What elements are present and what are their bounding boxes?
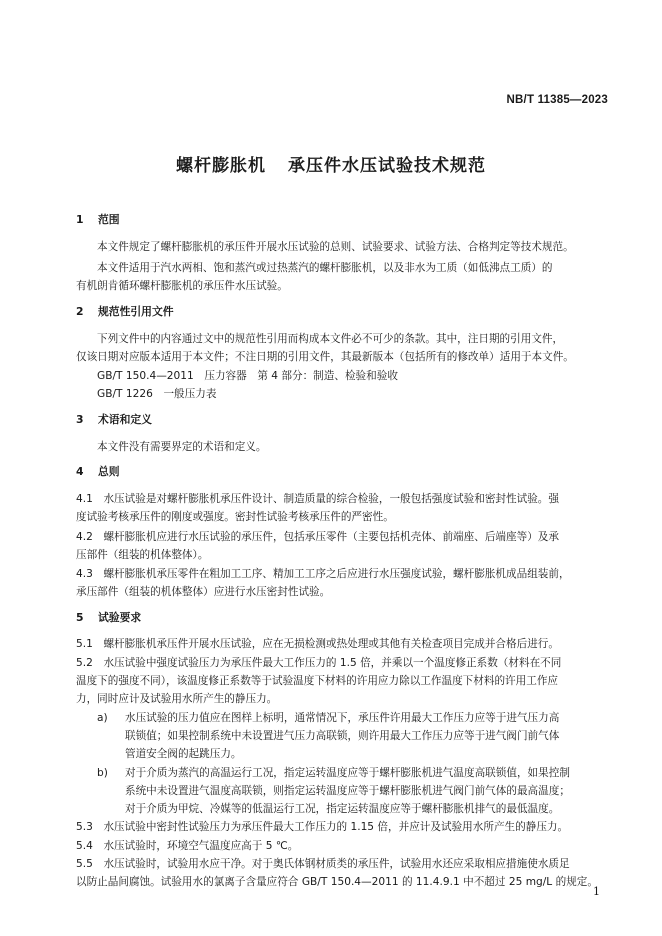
section-1-line: 本文件适用于汽水两相、饱和蒸汽或过热蒸汽的螺杆膨胀机，以及非水为工质（如低沸点工质）的 xyxy=(97,262,553,274)
list-item-b-cont: 对于介质为甲烷、冷媒等的低温运行工况，指定运转温度应等于螺杆膨胀机排气的最低温度。 xyxy=(125,803,560,815)
list-item-a-cont: 管道安全阀的起跳压力。 xyxy=(125,748,242,760)
clause-5-3: 5.3 水压试验中密封性试验压力为承压件最大工作压力的 1.15 倍，并应计及试验用水所产生的静压力。 xyxy=(76,821,569,833)
clause-5-2: 5.2 水压试验中强度试验压力为承压件最大工作压力的 1.5 倍，并乘以一个温度修正系数（材料在不同 xyxy=(76,657,562,669)
section-2-line: 下列文件中的内容通过文中的规范性引用而构成本文件必不可少的条款。其中，注日期的引用文件， xyxy=(97,333,564,345)
clause-5-5: 5.5 水压试验时，试验用水应干净。对于奥氏体钢材质类的承压件，试验用水还应采取相应措施使水质足 xyxy=(76,858,570,870)
page-number: 1 xyxy=(593,885,600,898)
section-1-line: 本文件规定了螺杆膨胀机的承压件开展水压试验的总则、试验要求、试验方法、合格判定等技术规范。 xyxy=(97,241,574,253)
section-3-line: 本文件没有需要界定的术语和定义。 xyxy=(97,441,267,453)
section-1-line: 有机朗肯循环螺杆膨胀机的承压件水压试验。 xyxy=(76,280,288,292)
reference-gbt-1226: GB/T 1226 一般压力表 xyxy=(97,388,217,400)
clause-4-2: 4.2 螺杆膨胀机应进行水压试验的承压件，包括承压零件（主要包括机壳体、前端座、后端座等）及承 xyxy=(76,531,559,543)
section-5-heading: 5 试验要求 xyxy=(76,611,142,624)
document-title xyxy=(0,151,662,176)
list-item-a-cont: 联锁值；如果控制系统中未设置进气压力高联锁，则许用最大工作压力应等于进气阀门前气体 xyxy=(125,730,560,742)
title-part-2: 承压件水压试验技术规范 xyxy=(288,156,486,176)
section-1-heading: 1 范围 xyxy=(76,213,120,226)
clause-4-1: 4.1 水压试验是对螺杆膨胀机承压件设计、制造质量的综合检验，一般包括强度试验和密封性试验。强 xyxy=(76,493,559,505)
clause-5-2-cont: 温度下的强度不同），该温度修正系数等于试验温度下材料的许用应力除以工作温度下材料的许用工作应 xyxy=(76,675,559,687)
list-item-a: a) 水压试验的压力值应在图样上标明，通常情况下，承压件许用最大工作压力应等于进气压力高 xyxy=(97,712,560,724)
clause-5-5-cont: 以防止晶间腐蚀。试验用水的氯离子含量应符合 GB/T 150.4—2011 的 11.4.9.1 中不超过 25 mg/L 的规定。 xyxy=(76,876,598,888)
list-item-b: b) 对于介质为蒸汽的高温运行工况，指定运转温度应等于螺杆膨胀机进气温度高联锁值，如果控制 xyxy=(97,767,570,779)
clause-5-2-cont: 力，同时应计及试验用水所产生的静压力。 xyxy=(76,693,278,705)
section-4-heading: 4 总则 xyxy=(76,465,120,478)
clause-4-3: 4.3 螺杆膨胀机承压零件在粗加工工序、精加工工序之后应进行水压强度试验，螺杆膨胀机成品组装前， xyxy=(76,568,570,580)
clause-5-1: 5.1 螺杆膨胀机承压件开展水压试验，应在无损检测或热处理或其他有关检查项目完成并合格后进行。 xyxy=(76,638,559,650)
clause-4-1-cont: 度试验考核承压件的刚度或强度。密封性试验考核承压件的严密性。 xyxy=(76,511,394,523)
section-2-line: 仅该日期对应版本适用于本文件；不注日期的引用文件，其最新版本（包括所有的修改单）适用于本文件。 xyxy=(76,351,574,363)
clause-5-4: 5.4 水压试验时，环境空气温度应高于 5 ℃。 xyxy=(76,840,299,852)
clause-4-2-cont: 压部件（组装的机体整体）。 xyxy=(76,549,209,561)
title-part-1: 螺杆膨胀机 xyxy=(176,156,266,176)
clause-4-3-cont: 承压部件（组装的机体整体）应进行水压密封性试验。 xyxy=(76,586,331,598)
section-3-heading: 3 术语和定义 xyxy=(76,413,152,426)
reference-gbt-150-4: GB/T 150.4—2011 压力容器 第 4 部分：制造、检验和验收 xyxy=(97,370,398,382)
section-2-heading: 2 规范性引用文件 xyxy=(76,305,174,318)
list-item-b-cont: 系统中未设置进气温度高联锁，则指定运转温度应等于螺杆膨胀机进气阀门前气体的最高温度； xyxy=(125,785,570,797)
standard-code: NB/T 11385—2023 xyxy=(506,94,608,106)
